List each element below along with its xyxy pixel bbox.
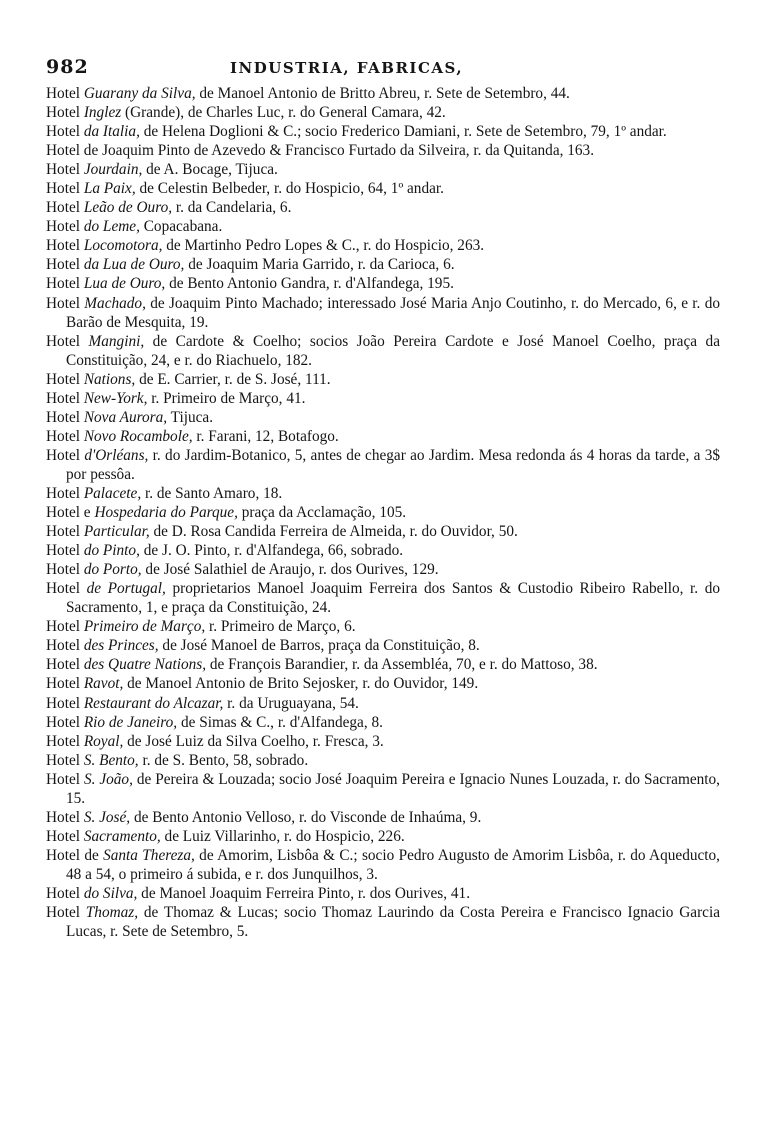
entry-details: de Manoel Antonio de Britto Abreu, r. Sete de Setembro, 44. bbox=[195, 85, 570, 102]
entry-details: de Joaquim Pinto Machado; interessado José Maria Anjo Coutinho, r. do Mercado, 6, e r. do Barão de Mesquita, 19. bbox=[66, 294, 720, 331]
list-item bbox=[46, 294, 720, 332]
hotel-name: Leão de Ouro, bbox=[83, 199, 173, 217]
entry-lead: Hotel bbox=[46, 618, 84, 636]
hotel-name: des Princes, bbox=[83, 637, 159, 655]
hotel-name: Nova Aurora, bbox=[83, 408, 168, 426]
entry-details: r. de S. Bento, 58, sobrado. bbox=[138, 751, 309, 769]
entry-lead: Hotel bbox=[46, 446, 85, 464]
entry-lead: Hotel bbox=[46, 218, 84, 236]
list-item bbox=[46, 198, 720, 217]
list-item bbox=[46, 884, 720, 903]
entry-details: praça da Acclamação, 105. bbox=[237, 504, 407, 522]
entry-details: r. da Uruguayana, 54. bbox=[223, 694, 359, 712]
entry-details: de E. Carrier, r. de S. José, 111. bbox=[135, 370, 331, 388]
list-item bbox=[46, 427, 720, 446]
list-item bbox=[46, 846, 720, 884]
entry-details: de Thomaz & Lucas; socio Thomaz Laurindo da Costa Pereira e Francisco Ignacio Garcia Lucas, r. Sete de Setembro, 5. bbox=[66, 904, 720, 941]
entry-lead: Hotel bbox=[46, 199, 84, 217]
entry-lead: Hotel bbox=[46, 656, 84, 674]
list-item bbox=[46, 808, 720, 827]
hotel-name: S. Bento, bbox=[83, 751, 139, 769]
list-item bbox=[46, 503, 720, 522]
entry-details: de Bento Antonio Velloso, r. do Visconde de Inhaúma, 9. bbox=[130, 808, 482, 826]
entry-lead: Hotel bbox=[46, 580, 87, 598]
entry-lead: Hotel bbox=[46, 808, 84, 826]
entry-lead: Hotel bbox=[46, 275, 84, 293]
entry-lead: Hotel bbox=[46, 161, 84, 179]
entry-details: r. da Candelaria, 6. bbox=[172, 199, 292, 217]
list-item bbox=[46, 560, 720, 579]
entry-lead: Hotel bbox=[46, 637, 84, 655]
hotel-name: Jourdain, bbox=[83, 161, 143, 179]
entry-lead: Hotel bbox=[46, 427, 84, 445]
hotel-name: do Leme, bbox=[83, 218, 140, 236]
entry-details: de Pereira & Louzada; socio José Joaquim Pereira e Ignacio Nunes Louzada, r. do Sacramento, 15. bbox=[66, 770, 721, 807]
list-item bbox=[46, 179, 720, 198]
entry-lead: Hotel bbox=[46, 332, 89, 350]
list-item bbox=[46, 389, 720, 408]
entry-lead: Hotel bbox=[46, 751, 84, 769]
entry-details: r. do Jardim-Botanico, 5, antes de chegar ao Jardim. Mesa redonda ás 4 horas da tarde, a 3$ por pessôa. bbox=[66, 446, 721, 483]
hotel-name: Rio de Janeiro, bbox=[83, 713, 178, 731]
hotel-name: Palacete, bbox=[83, 484, 142, 502]
hotel-name: do Silva, bbox=[83, 884, 138, 902]
entry-lead: Hotel bbox=[46, 561, 84, 579]
entry-details: de Joaquim Maria Garrido, r. da Carioca, 6. bbox=[184, 256, 455, 274]
hotel-name: Inglez bbox=[83, 104, 122, 122]
entry-lead: Hotel bbox=[46, 770, 84, 788]
page-number: 982 bbox=[46, 56, 89, 78]
entry-lead: Hotel bbox=[46, 827, 84, 845]
list-item bbox=[46, 160, 720, 179]
hotel-name: S. João, bbox=[83, 770, 133, 788]
list-item bbox=[46, 541, 720, 560]
list-item bbox=[46, 694, 720, 713]
hotel-name: Royal, bbox=[83, 732, 124, 750]
list-item bbox=[46, 446, 720, 484]
entry-lead: Hotel bbox=[46, 180, 84, 198]
hotel-name: Santa Thereza, bbox=[103, 846, 195, 864]
hotel-name: S. José, bbox=[83, 808, 131, 826]
entry-lead: Hotel bbox=[46, 104, 84, 122]
hotel-name: d'Orléans, bbox=[84, 446, 149, 464]
entry-details: de A. Bocage, Tijuca. bbox=[142, 161, 278, 179]
entry-details: r. Primeiro de Março, 41. bbox=[147, 389, 306, 407]
hotel-name: New-York, bbox=[83, 389, 148, 407]
entry-lead: Hotel e bbox=[46, 504, 95, 522]
entry-details: de Manoel Antonio de Brito Sejosker, r. do Ouvidor, 149. bbox=[123, 675, 479, 693]
hotel-name: Nations, bbox=[83, 370, 136, 388]
entry-details: de José Manoel de Barros, praça da Constituição, 8. bbox=[158, 637, 480, 655]
list-item bbox=[46, 522, 720, 541]
entry-lead: Hotel bbox=[46, 884, 84, 902]
list-item bbox=[46, 84, 720, 103]
list-item bbox=[46, 236, 720, 255]
list-item bbox=[46, 827, 720, 846]
list-item bbox=[46, 255, 720, 274]
entry-lead: Hotel bbox=[46, 256, 84, 274]
hotel-name: des Quatre Nations, bbox=[83, 656, 207, 674]
entry-details: de Luiz Villarinho, r. do Hospicio, 226. bbox=[160, 827, 405, 845]
entry-lead: Hotel bbox=[46, 713, 84, 731]
list-item bbox=[46, 141, 720, 160]
list-item bbox=[46, 217, 720, 236]
entry-details: Copacabana. bbox=[139, 218, 223, 236]
hotel-name: La Paix, bbox=[83, 180, 136, 198]
page-header bbox=[46, 56, 720, 82]
hotel-name: do Porto, bbox=[83, 561, 142, 579]
running-title: INDUSTRIA, FABRICAS, bbox=[230, 59, 464, 77]
hotel-name: da Lua de Ouro, bbox=[83, 256, 185, 274]
hotel-name: Thomaz, bbox=[85, 904, 139, 922]
entry-lead: Hotel de Joaquim Pinto de Azevedo & Francisco Furtado da Silveira, r. da Quitanda, 163. bbox=[46, 142, 595, 160]
entry-lead: Hotel bbox=[46, 732, 84, 750]
hotel-name: Sacramento, bbox=[83, 827, 161, 845]
hotel-name: Lua de Ouro, bbox=[83, 275, 166, 293]
entry-lead: Hotel bbox=[46, 408, 84, 426]
entry-details: de François Barandier, r. da Assembléa, 70, e r. do Mattoso, 38. bbox=[206, 656, 598, 674]
entry-details: de Martinho Pedro Lopes & C., r. do Hospicio, 263. bbox=[162, 237, 485, 255]
entry-lead: Hotel de bbox=[46, 846, 104, 864]
hotel-name: Mangini, bbox=[88, 332, 145, 350]
hotel-name: de Portugal, bbox=[86, 580, 166, 598]
entry-details: de Simas & C., r. d'Alfandega, 8. bbox=[177, 713, 383, 731]
list-item bbox=[46, 579, 720, 617]
list-item bbox=[46, 122, 720, 141]
list-item bbox=[46, 484, 720, 503]
list-item bbox=[46, 655, 720, 674]
list-item bbox=[46, 274, 720, 293]
list-item bbox=[46, 674, 720, 693]
entry-lead: Hotel bbox=[46, 542, 84, 560]
entry-details: de José Salathiel de Araujo, r. dos Ourives, 129. bbox=[141, 561, 439, 579]
hotel-name: Machado, bbox=[84, 294, 146, 312]
list-item bbox=[46, 370, 720, 389]
entry-lead: Hotel bbox=[46, 904, 86, 922]
hotel-name: Restaurant do Alcazar, bbox=[83, 694, 224, 712]
hotel-name: Guarany da Silva, bbox=[83, 85, 196, 102]
hotel-name: Particular, bbox=[83, 523, 150, 541]
entry-details: de Bento Antonio Gandra, r. d'Alfandega, 195. bbox=[165, 275, 454, 293]
entry-lead: Hotel bbox=[46, 389, 84, 407]
entry-lead: Hotel bbox=[46, 294, 85, 312]
entry-lead: Hotel bbox=[46, 484, 84, 502]
entry-details: de D. Rosa Candida Ferreira de Almeida, r. do Ouvidor, 50. bbox=[149, 523, 518, 541]
hotel-name: do Pinto, bbox=[83, 542, 140, 560]
list-item bbox=[46, 903, 720, 941]
list-item bbox=[46, 636, 720, 655]
entry-details: r. Primeiro de Março, 6. bbox=[205, 618, 356, 636]
entry-details: Tijuca. bbox=[167, 408, 214, 426]
entry-lead: Hotel bbox=[46, 85, 84, 102]
entry-lead: Hotel bbox=[46, 675, 84, 693]
list-item bbox=[46, 103, 720, 122]
list-item bbox=[46, 770, 720, 808]
hotel-name: Locomotora, bbox=[83, 237, 163, 255]
hotel-name: Novo Rocambole, bbox=[83, 427, 193, 445]
list-item bbox=[46, 617, 720, 636]
entry-lead: Hotel bbox=[46, 694, 84, 712]
entry-details: de J. O. Pinto, r. d'Alfandega, 66, sobrado. bbox=[139, 542, 404, 560]
entry-details: de Celestin Belbeder, r. do Hospicio, 64, 1º andar. bbox=[135, 180, 444, 198]
entry-lead: Hotel bbox=[46, 123, 84, 141]
list-item bbox=[46, 408, 720, 427]
hotel-name: Hospedaria do Parque, bbox=[94, 504, 238, 522]
entry-details: r. de Santo Amaro, 18. bbox=[141, 484, 283, 502]
list-item bbox=[46, 751, 720, 770]
entry-details: de Manoel Joaquim Ferreira Pinto, r. dos Ourives, 41. bbox=[137, 884, 471, 902]
entry-details: (Grande), de Charles Luc, r. do General Camara, 42. bbox=[121, 104, 446, 122]
entry-lead: Hotel bbox=[46, 370, 84, 388]
hotel-list bbox=[46, 84, 720, 941]
list-item bbox=[46, 732, 720, 751]
hotel-name: Ravot, bbox=[83, 675, 124, 693]
entry-details: de Amorim, Lisbôa & C.; socio Pedro Augusto de Amorim Lisbôa, r. do Aqueducto, 48 a 54, o primeiro á subida, e r. dos Junquilhos, 3. bbox=[66, 846, 720, 883]
entry-details: de Helena Doglioni & C.; socio Frederico Damiani, r. Sete de Setembro, 79, 1º andar. bbox=[139, 123, 667, 141]
hotel-name: da Italia, bbox=[83, 123, 140, 141]
entry-details: proprietarios Manoel Joaquim Ferreira dos Santos & Custodio Ribeiro Rabello, r. do Sacramento, 1, e praça da Constituição, 24. bbox=[66, 580, 721, 617]
hotel-name: Primeiro de Março, bbox=[83, 618, 206, 636]
list-item bbox=[46, 713, 720, 732]
entry-details: de Cardote & Coelho; socios João Pereira Cardote e José Manoel Coelho, praça da Constituição, 24, e r. do Riachuelo, 182. bbox=[66, 332, 720, 369]
entry-details: r. Farani, 12, Botafogo. bbox=[192, 427, 339, 445]
entry-details: de José Luiz da Silva Coelho, r. Fresca, 3. bbox=[123, 732, 384, 750]
entry-lead: Hotel bbox=[46, 523, 84, 541]
entry-lead: Hotel bbox=[46, 237, 84, 255]
list-item bbox=[46, 332, 720, 370]
